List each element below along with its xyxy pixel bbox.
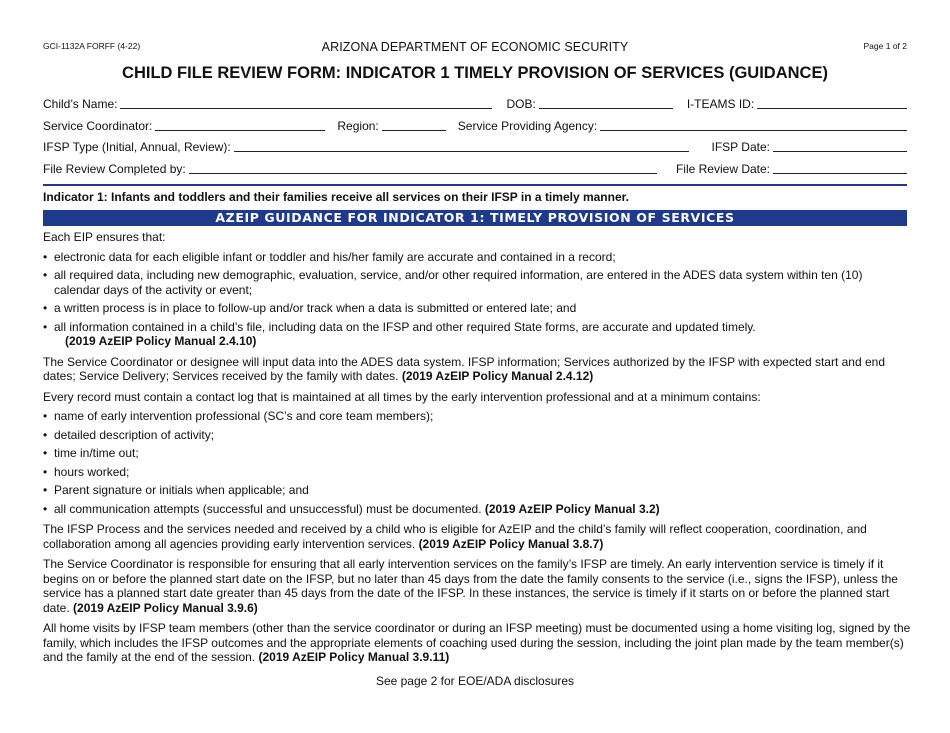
guidance-body [43,230,911,670]
ifsp-date-label: IFSP Date: [711,140,770,154]
form-id: GCI-1132A FORFF (4-22) [43,41,141,51]
contact-intro: Every record must contain a contact log that is maintained at all times by the early intervention professional and at a minimum contains: [43,389,761,404]
field-row-review [43,160,907,176]
region-label: Region: [337,119,379,133]
list-item: • all required data, including new demographic, evaluation, service, and/or other required information, are entered in the ADES data system within ten (10) calendar days of the activity or event; [43,268,911,297]
indicator-statement: Indicator 1: Infants and toddlers and their families receive all services on their IFSP in a timely manner. [43,190,629,204]
list-item: • a written process is in place to follow-up and/or track when a data is submitted or entered late; and [43,301,911,316]
sc-paragraph: The Service Coordinator or designee will input data into the ADES data system. IFSP information; Services authorized by the IFSP with expected start and end dates; Service Delivery; Services received by the family with dates. (2019 AzEIP Policy Manual 2.4.12) [43,354,886,383]
service-coordinator-label: Service Coordinator: [43,119,153,133]
review-date-field[interactable] [773,173,907,174]
review-completed-label: File Review Completed by: [43,162,186,176]
ifsp-type-field[interactable] [234,151,689,152]
ensures-intro: Each EIP ensures that: [43,230,166,244]
home-visits-paragraph: All home visits by IFSP team members (other than the service coordinator or during an IFSP meeting) must be documented using a home visiting log, signed by the family, which includes the IFSP outcomes and the appropriate elements of coaching used during the session, including the joint plan made by the team member(s) and the family at the end of the session. (2019 AzEIP Policy Manual 3.9.11) [43,621,911,664]
list-item: • detailed description of activity; [43,428,911,443]
contact-list [43,409,911,516]
child-name-field[interactable] [120,108,492,109]
ifsp-date-field[interactable] [773,151,907,152]
timely-paragraph: The Service Coordinator is responsible for ensuring that all early intervention services on the family’s IFSP are timely. An early intervention service is timely if it begins on or before the planned start date on the IFSP, but no later than 45 days from the date the family consents to the service (i.e., signs the IFSP), unless the service has a planned start date greater than 45 days from the date of the IFSP. In these instances, the service is timely if it starts on or before the planned start date. (2019 AzEIP Policy Manual 3.9.6) [43,557,898,615]
iteams-id-field[interactable] [757,108,907,109]
divider [43,184,907,186]
field-row-child [43,95,907,111]
agency-name: ARIZONA DEPARTMENT OF ECONOMIC SECURITY [321,40,629,54]
iteams-id-label: I-TEAMS ID: [686,97,755,111]
ifsp-type-label: IFSP Type (Initial, Annual, Review): [43,140,231,154]
region-field[interactable] [382,130,446,131]
dob-field[interactable] [539,108,673,109]
child-name-label: Child’s Name: [43,97,118,111]
service-agency-field[interactable] [600,130,907,131]
review-date-label: File Review Date: [675,162,770,176]
list-item: • Parent signature or initials when applicable; and [43,483,911,498]
field-row-coordinator [43,117,907,133]
form-title: CHILD FILE REVIEW FORM: INDICATOR 1 TIMELY PROVISION OF SERVICES (GUIDANCE) [122,64,828,82]
list-item: • name of early intervention professional (SC’s and core team members); [43,409,911,424]
list-item: • hours worked; [43,465,911,480]
list-item: • electronic data for each eligible infant or toddler and his/her family are accurate and contained in a record; [43,250,911,265]
page-number: Page 1 of 2 [863,41,907,51]
list-item: • all communication attempts (successful and unsuccessful) must be documented. (2019 AzEIP Policy Manual 3.2) [43,502,911,517]
policy-ref: (2019 AzEIP Policy Manual 3.9.6) [73,600,258,615]
service-agency-label: Service Providing Agency: [457,119,598,133]
dob-label: DOB: [506,97,536,111]
field-row-ifsp [43,138,907,154]
list-item: • all information contained in a child’s file, including data on the IFSP and other required State forms, are accurate and updated timely. (2019 AzEIP Policy Manual 2.4.10) [43,320,911,349]
guidance-banner: AZEIP GUIDANCE FOR INDICATOR 1: TIMELY PROVISION OF SERVICES [43,210,907,226]
review-completed-field[interactable] [189,173,657,174]
policy-ref: (2019 AzEIP Policy Manual 3.2) [484,501,660,516]
policy-ref: (2019 AzEIP Policy Manual 2.4.10) [65,334,257,348]
service-coordinator-field[interactable] [155,130,325,131]
list-item: • time in/time out; [43,446,911,461]
footer-note: See page 2 for EOE/ADA disclosures [375,674,575,688]
policy-ref: (2019 AzEIP Policy Manual 2.4.12) [401,369,594,383]
ensures-list [43,250,911,349]
policy-ref: (2019 AzEIP Policy Manual 3.8.7) [418,536,604,551]
policy-ref: (2019 AzEIP Policy Manual 3.9.11) [258,650,450,664]
process-paragraph: The IFSP Process and the services needed and received by a child who is eligible for AzEIP and the child’s family will reflect cooperation, coordination, and collaboration among all agencies providing early intervention services. (2019 AzEIP Policy Manual 3.8.7) [43,522,867,551]
